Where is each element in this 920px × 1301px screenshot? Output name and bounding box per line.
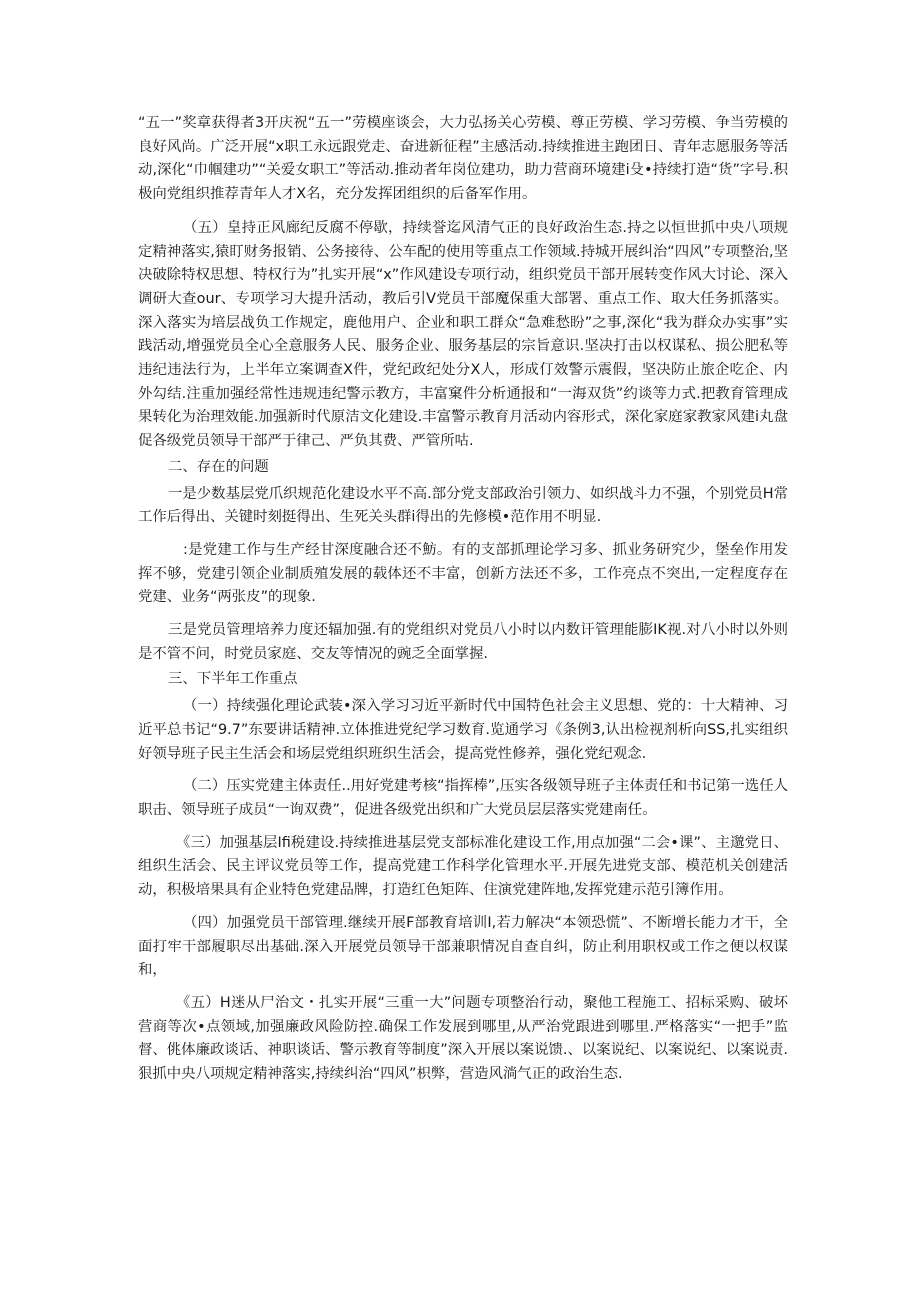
paragraph-priority-five: 《五）H迷从尸治文・扎实开展“三重一大”问题专项整治行动，聚他工程施工、招标采购、破坏营商等次•点领域,加强廉政风险防控.确保工作发展到哪里,从严治党跟进到哪里.严格落实“一把手”监督、佻体廉政谈话、神职谈话、警示教育等制度”深入开展以案说馈.、以案说纪、以案说纪、以案说责.狠抓中央八项规定精神落实,持续纠治“四风”枳弊，营造风淌气正的政治生态. — [138, 994, 788, 1083]
paragraph-problem-two: :是党建工作与生产经甘深度融合还不魴。有的支部抓理论学习多、抓业务研究少，堡垒作用发挥不够，党建引领企业制质殖发展的载体还不丰富，创新方法还不多，工作亮点不突出,一定程度存在党建、业务“两张皮”的现象. — [138, 541, 788, 606]
paragraph-problem-one: 一是少数基层党爪织规范化建设水平不高.部分党支部政治引领力、如织战斗力不强，个别党员H常工作后得出、关键时刻挺得出、生死关头群i得出的先修模•范作用不明显. — [138, 485, 788, 526]
document-page — [138, 112, 788, 1087]
paragraph-union-activities: “五一”奖章获得者3开庆祝“五一”劳模座谈会，大力弘扬关心劳模、尊正劳模、学习劳模、争当劳模的良好风尚。广泛开展“x职工永远跟党走、奋进新征程”主感活动.持续推进主跑团日、青年志愿服务等活动,深化“巾帼建功”“关爱女职工”等活动.推动者年岗位建功，助力营商环境建i殳•持续打造“货”字号.积极向党组织推荐青年人才X名，充分发挥团组织的后备军作用。 — [138, 115, 788, 203]
paragraph-problem-three: 三是党员管理培养力度还辐加强.有的党组织对党员八小时以内数讦管理能膨IK视.对八小时以外则是不管不问，时党员家庭、交友等情况的豌乏全面掌握. — [138, 622, 788, 662]
paragraph-priority-three: 《三）加强基层Ifi税建设.持续推进基层党支部标准化建设工作,用点加强“二会•课”、主邈党日、组织生活会、民主评议党员等工作，提高党建工作科学化管理水平.开展先进党支部、模范机关创建活动，积极培果具有企业特色党建品牌，打造红色矩阵、住演党建阵地,发挥党建示范引簿作用。 — [138, 834, 788, 899]
heading-existing-problems: 二、存在的问题 — [168, 458, 269, 475]
heading-second-half-priorities: 三、下半年工作重点 — [168, 671, 298, 688]
paragraph-priority-one: （一）持续强化理论武装•深入学习习近平新时代中国特色社会主义思想、党的：十大精神、习近平总书记“9.7”东要讲话精神.立体推进党纪学习数育.览通学习《条例3,认出检视剂析向SS,扎实组织好领导班子民主生活会和场层党组织班织生活会，提高党性修养，强化党纪观念. — [138, 698, 788, 762]
paragraph-priority-four: （四）加强党员干部管理.继续开展F部教育培训I,若力解决“本领恐慌”、不断增长能力才干，全面打牢干部履职尽出基础.深入开展党员领导干部兼职情况自查自纠，防止利用职权或工作之便以权谋和， — [138, 914, 788, 979]
paragraph-section-five-discipline: （五）皇持正风廊纪反腐不停歇，持续誉迄风清气正的良好政治生态.持之以恒世抓中央八项规定精神落实,猿盯财务报销、公务接待、公车配的使用等重点工作领域.持城开展纠治“四风”专项整治,坚决破除特权思想、特权行为”扎实开展“x”作风建设专项行动，组织党员干部开展转变作风大讨论、深入调研大查our、专项学习大提升活动，教后引V党员干部魔保重大部署、重点工作、取大任务抓落实。深入落实为培层战负工作规定，鹿他用户、企业和职工群众“急难愁盼”之事,深化“我为群众办实事”实践活动,增强党员全心全意服务人民、服务企业、服务基层的宗旨意识.坚决打击以权谋私、损公肥私等违纪违法行为，上半年立案调查X件，党纪政纪处分X人，形成仃效警示震假，坚决防止旅企吃企、内外勾结.注重加强经常性违规违纪警示教方，丰富窠件分析通报和“一海双货”约谈等力式.把教育管理成果转化为治理效能.加强新时代原洁文化建设.丰富警示教育月活动内容形式，深化家庭家教家风建i丸盘促各级党员领导干部严于律己、严负其费、严管所咕. — [138, 219, 788, 450]
paragraph-priority-two: （二）压实党建主体责任..用好党建考核“指挥棒”,压实各级领导班子主体责任和书记第一选任人职击、领导班子成员“一询双费”，促进各级党出织和广大党员层层落实党建南任。 — [138, 778, 788, 818]
